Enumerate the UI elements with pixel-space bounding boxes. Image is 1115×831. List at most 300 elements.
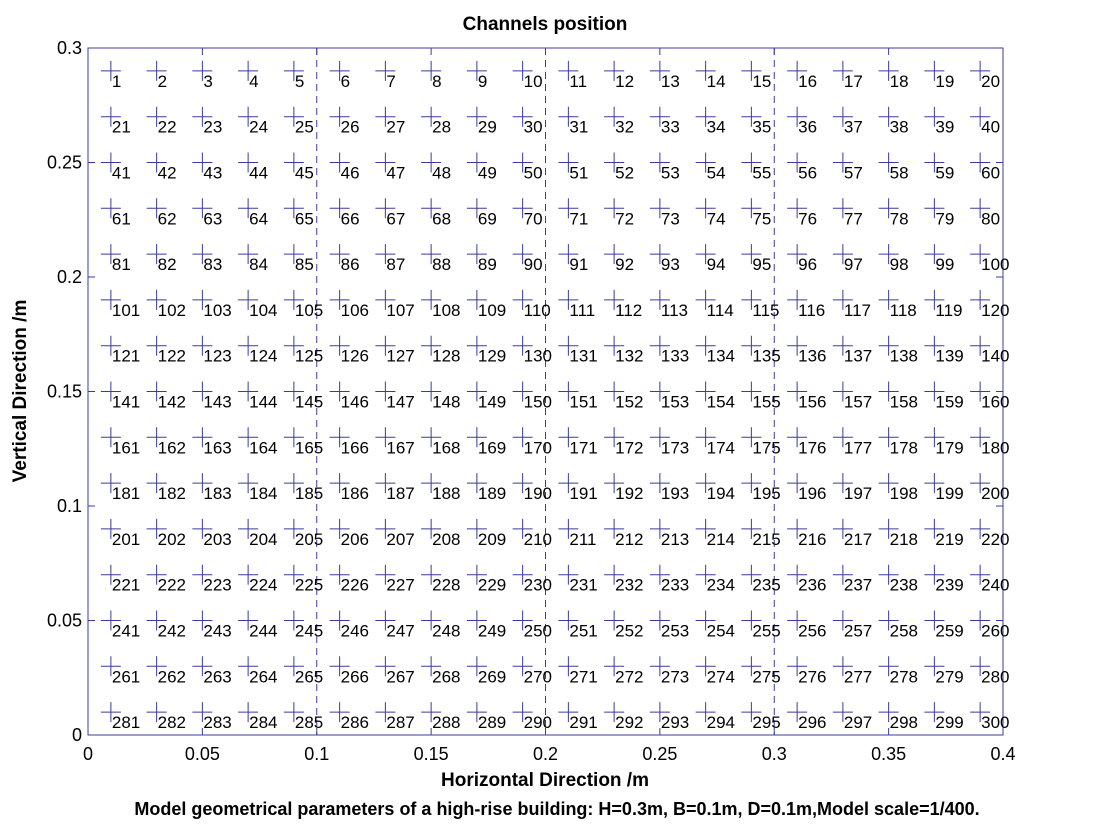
channel-label: 3 [203,71,213,91]
x-tick-label: 0.05 [184,744,220,764]
y-tick-label: 0.2 [56,267,82,287]
channel-label: 23 [203,117,223,137]
channel-label: 128 [432,346,461,366]
channel-label: 70 [523,209,543,229]
figure-caption: Model geometrical parameters of a high-rise building: H=0.3m, B=0.1m, D=0.1m,Model scale=1/400. [134,799,980,819]
channel-label: 279 [935,667,964,687]
channel-label: 187 [386,484,415,504]
channel-label: 206 [340,529,369,549]
channel-label: 255 [752,621,781,641]
channel-label: 138 [889,346,918,366]
channel-label: 238 [889,575,918,595]
channel-label: 43 [203,163,223,183]
channel-label: 269 [477,667,507,687]
channel-label: 213 [660,529,690,549]
channel-label: 16 [798,71,818,91]
channel-label: 208 [432,529,461,549]
channel-label: 177 [843,438,873,458]
x-tick-label: 0.35 [871,744,907,764]
channel-label: 119 [935,300,963,320]
channel-label: 237 [843,575,873,595]
x-tick-label: 0.15 [413,744,449,764]
channel-label: 294 [706,713,735,733]
channel-label: 140 [981,346,1010,366]
x-tick-label: 0.25 [642,744,678,764]
channel-label: 81 [111,255,131,275]
x-tick-label: 0.1 [304,744,330,764]
channel-label: 127 [386,346,415,366]
channel-label: 161 [111,438,141,458]
channel-label: 99 [935,255,955,275]
channel-label: 12 [615,71,635,91]
channel-label: 5 [294,71,305,91]
channel-label: 100 [981,255,1010,275]
channel-label: 107 [386,300,415,320]
channel-label: 120 [981,300,1010,320]
channel-label: 96 [798,255,818,275]
channel-label: 159 [935,392,964,412]
chart-title: Channels position [462,14,628,35]
channel-label: 224 [249,575,278,595]
channel-label: 114 [706,300,734,320]
channel-label: 116 [798,300,826,320]
channel-label: 41 [111,163,131,183]
channel-label: 148 [432,392,461,412]
channel-label: 191 [569,484,598,504]
channel-label: 45 [294,163,314,183]
channel-label: 68 [432,209,452,229]
channel-label: 253 [660,621,690,641]
channel-label: 275 [752,667,781,687]
x-tick-label: 0.4 [990,744,1016,764]
x-tick-label: 0.2 [532,744,559,764]
channel-label: 108 [432,300,461,320]
channel-label: 122 [157,346,186,366]
channel-label: 92 [615,255,635,275]
channel-label: 210 [523,529,552,549]
channel-label: 183 [203,484,232,504]
channel-label: 244 [249,621,278,641]
channel-label: 268 [432,667,461,687]
channel-label: 22 [157,117,177,137]
x-tick-label: 0 [82,744,94,764]
channel-label: 164 [249,438,278,458]
channel-label: 115 [752,300,780,320]
channel-label: 230 [523,575,552,595]
channel-label: 291 [569,713,598,733]
channel-labels [112,72,1010,732]
channel-label: 200 [981,484,1010,504]
channel-label: 299 [935,713,964,733]
channel-label: 80 [981,209,1001,229]
channel-label: 261 [111,667,141,687]
channel-label: 226 [340,575,369,595]
channel-label: 277 [843,667,873,687]
channel-label: 262 [157,667,186,687]
channel-label: 58 [889,163,909,183]
channel-label: 171 [569,438,598,458]
y-tick-label: 0.25 [46,152,82,173]
channel-label: 240 [981,575,1010,595]
channel-label: 228 [432,575,461,595]
channel-label: 8 [432,71,442,91]
channel-label: 125 [294,346,324,366]
channel-label: 217 [843,529,873,549]
channel-label: 292 [615,713,644,733]
channel-label: 201 [111,529,141,549]
channel-label: 153 [660,392,690,412]
channel-label: 72 [615,209,635,229]
channel-label: 117 [843,300,871,320]
channel-label: 170 [523,438,552,458]
channel-label: 181 [111,484,141,504]
channel-label: 289 [477,713,507,733]
channel-label: 143 [203,392,232,412]
channel-label: 79 [935,209,955,229]
channel-label: 136 [798,346,827,366]
channel-label: 95 [752,255,772,275]
channel-label: 185 [294,484,324,504]
channel-label: 62 [157,209,177,229]
channel-label: 112 [615,300,643,320]
channel-label: 245 [294,621,324,641]
channel-label: 31 [569,117,589,137]
channel-label: 106 [340,300,369,320]
channel-label: 147 [386,392,415,412]
channel-label: 167 [386,438,415,458]
channel-label: 248 [432,621,461,641]
channel-label: 111 [569,300,596,320]
channel-label: 199 [935,484,964,504]
channel-label: 290 [523,713,552,733]
channel-label: 53 [660,163,680,183]
channel-label: 197 [843,484,873,504]
channel-label: 188 [432,484,461,504]
channel-label: 212 [615,529,644,549]
channel-label: 83 [203,255,223,275]
channel-label: 221 [111,575,141,595]
channel-label: 126 [340,346,369,366]
channel-label: 270 [523,667,552,687]
channel-label: 219 [935,529,964,549]
channel-label: 236 [798,575,827,595]
channel-label: 233 [660,575,690,595]
channel-label: 47 [386,163,406,183]
channel-label: 179 [935,438,964,458]
channel-label: 249 [477,621,507,641]
channel-label: 155 [752,392,781,412]
channel-label: 11 [569,71,588,91]
channel-label: 18 [889,71,909,91]
channel-label: 229 [477,575,507,595]
channel-label: 103 [203,300,232,320]
channel-label: 256 [798,621,827,641]
channel-label: 50 [523,163,543,183]
channel-label: 193 [660,484,690,504]
channel-label: 102 [157,300,186,320]
channel-label: 4 [249,71,259,91]
channel-label: 196 [798,484,827,504]
channel-label: 211 [569,529,597,549]
channel-label: 251 [569,621,598,641]
channel-label: 40 [981,117,1001,137]
channel-label: 162 [157,438,186,458]
channel-label: 263 [203,667,232,687]
channel-label: 32 [615,117,635,137]
channel-label: 38 [889,117,909,137]
channel-label: 192 [615,484,644,504]
channel-label: 235 [752,575,781,595]
y-tick-label: 0.15 [46,381,82,402]
channel-label: 198 [889,484,918,504]
channel-label: 189 [477,484,507,504]
channel-label: 151 [569,392,598,412]
channel-label: 202 [157,529,186,549]
channel-label: 205 [294,529,324,549]
channel-label: 180 [981,438,1010,458]
channel-label: 93 [660,255,680,275]
channel-label: 64 [249,209,269,229]
channel-label: 36 [798,117,818,137]
channel-label: 247 [386,621,415,641]
channel-label: 6 [340,71,351,91]
channel-label: 139 [935,346,964,366]
channel-label: 163 [203,438,232,458]
channel-label: 173 [660,438,690,458]
channel-label: 283 [203,713,232,733]
channel-label: 75 [752,209,772,229]
channel-label: 51 [569,163,589,183]
channel-label: 69 [477,209,497,229]
channel-label: 231 [569,575,598,595]
channel-label: 24 [249,117,269,137]
channel-label: 132 [615,346,644,366]
channel-label: 52 [615,163,635,183]
channel-label: 109 [477,300,507,320]
channel-label: 97 [843,255,863,275]
channel-label: 88 [432,255,452,275]
channel-label: 257 [843,621,873,641]
channel-label: 158 [889,392,918,412]
channel-label: 21 [111,117,131,137]
channel-label: 123 [203,346,232,366]
channel-label: 101 [111,300,141,320]
channel-label: 218 [889,529,918,549]
channel-label: 260 [981,621,1010,641]
channel-label: 295 [752,713,781,733]
channel-label: 19 [935,71,955,91]
channel-label: 285 [294,713,324,733]
channel-label: 175 [752,438,781,458]
channel-label: 241 [111,621,141,641]
channel-label: 110 [523,300,551,320]
channel-label: 87 [386,255,406,275]
channel-label: 77 [843,209,863,229]
channel-label: 46 [340,163,360,183]
channel-label: 113 [660,300,688,320]
channel-label: 28 [432,117,452,137]
channel-label: 300 [981,713,1010,733]
channel-label: 60 [981,163,1001,183]
channel-label: 250 [523,621,552,641]
channel-label: 157 [843,392,873,412]
channel-label: 284 [249,713,278,733]
channel-label: 152 [615,392,644,412]
channel-label: 14 [706,71,726,91]
y-tick-label: 0 [71,725,82,745]
channel-label: 190 [523,484,552,504]
channel-label: 42 [157,163,177,183]
channel-label: 10 [523,71,543,91]
y-axis-label: Vertical Direction /m [10,299,31,483]
channel-label: 55 [752,163,772,183]
channel-label: 156 [798,392,827,412]
channel-label: 172 [615,438,644,458]
channel-label: 254 [706,621,735,641]
x-axis-label: Horizontal Direction /m [441,770,649,791]
channel-label: 225 [294,575,324,595]
channel-label: 66 [340,209,360,229]
channel-label: 89 [477,255,497,275]
channel-label: 135 [752,346,781,366]
channel-label: 74 [706,209,726,229]
channel-label: 272 [615,667,644,687]
channel-label: 216 [798,529,827,549]
channel-label: 98 [889,255,909,275]
channel-label: 17 [843,71,863,91]
channel-label: 194 [706,484,735,504]
channel-label: 258 [889,621,918,641]
channel-label: 174 [706,438,735,458]
channel-label: 168 [432,438,461,458]
channel-label: 286 [340,713,369,733]
channel-label: 137 [843,346,873,366]
channel-label: 296 [798,713,827,733]
channel-label: 242 [157,621,186,641]
channel-label: 186 [340,484,369,504]
channel-label: 134 [706,346,735,366]
channel-label: 61 [111,209,131,229]
channel-label: 166 [340,438,369,458]
channel-label: 265 [294,667,324,687]
channel-label: 243 [203,621,232,641]
channel-label: 252 [615,621,644,641]
channel-label: 297 [843,713,873,733]
channel-label: 35 [752,117,772,137]
channel-label: 63 [203,209,223,229]
channel-label: 141 [111,392,141,412]
channel-label: 223 [203,575,232,595]
channel-label: 90 [523,255,543,275]
channel-label: 160 [981,392,1010,412]
y-tick-label: 0.1 [56,496,82,516]
channel-label: 220 [981,529,1010,549]
channel-label: 176 [798,438,827,458]
channel-label: 59 [935,163,955,183]
channel-label: 91 [569,255,589,275]
channel-label: 203 [203,529,232,549]
channel-label: 232 [615,575,644,595]
channel-label: 30 [523,117,543,137]
channel-label: 85 [294,255,314,275]
channel-label: 207 [386,529,415,549]
channel-label: 86 [340,255,360,275]
channel-label: 266 [340,667,369,687]
channel-label: 214 [706,529,735,549]
channel-label: 273 [660,667,690,687]
channel-label: 25 [294,117,314,137]
channel-label: 94 [706,255,726,275]
channel-label: 150 [523,392,552,412]
channel-label: 149 [477,392,507,412]
channel-label: 105 [294,300,324,320]
channel-label: 67 [386,209,406,229]
channel-label: 9 [477,71,488,91]
channel-label: 239 [935,575,964,595]
channel-label: 29 [477,117,497,137]
channel-label: 184 [249,484,278,504]
channel-label: 33 [660,117,680,137]
channel-label: 209 [477,529,507,549]
channel-label: 78 [889,209,909,229]
channel-label: 142 [157,392,186,412]
channel-label: 34 [706,117,726,137]
channel-label: 222 [157,575,186,595]
channel-label: 104 [249,300,278,320]
channel-label: 276 [798,667,827,687]
channel-label: 298 [889,713,918,733]
channel-label: 129 [477,346,507,366]
channel-label: 56 [798,163,818,183]
channel-label: 39 [935,117,955,137]
channel-label: 1 [111,71,122,91]
channel-label: 121 [111,346,141,366]
channel-label: 215 [752,529,781,549]
channel-label: 15 [752,71,772,91]
channel-label: 54 [706,163,726,183]
channel-label: 293 [660,713,690,733]
channel-label: 76 [798,209,818,229]
channel-label: 57 [843,163,863,183]
channel-label: 274 [706,667,735,687]
channel-label: 195 [752,484,781,504]
channel-label: 7 [386,71,396,91]
channel-label: 118 [889,300,917,320]
channel-label: 204 [249,529,278,549]
channel-label: 71 [569,209,589,229]
channel-label: 182 [157,484,186,504]
channel-label: 20 [981,71,1001,91]
channel-label: 84 [249,255,269,275]
y-tick-label: 0.05 [46,610,82,631]
channel-label: 288 [432,713,461,733]
channel-label: 2 [157,71,168,91]
channel-label: 178 [889,438,918,458]
channel-label: 133 [660,346,690,366]
channel-label: 169 [477,438,507,458]
channel-label: 73 [660,209,680,229]
channel-label: 278 [889,667,918,687]
channel-label: 281 [111,713,141,733]
channel-label: 144 [249,392,278,412]
channel-label: 287 [386,713,415,733]
channel-label: 264 [249,667,278,687]
x-tick-label: 0.3 [761,744,787,764]
channel-label: 82 [157,255,177,275]
channel-label: 26 [340,117,360,137]
channel-label: 227 [386,575,415,595]
channel-label: 49 [477,163,497,183]
